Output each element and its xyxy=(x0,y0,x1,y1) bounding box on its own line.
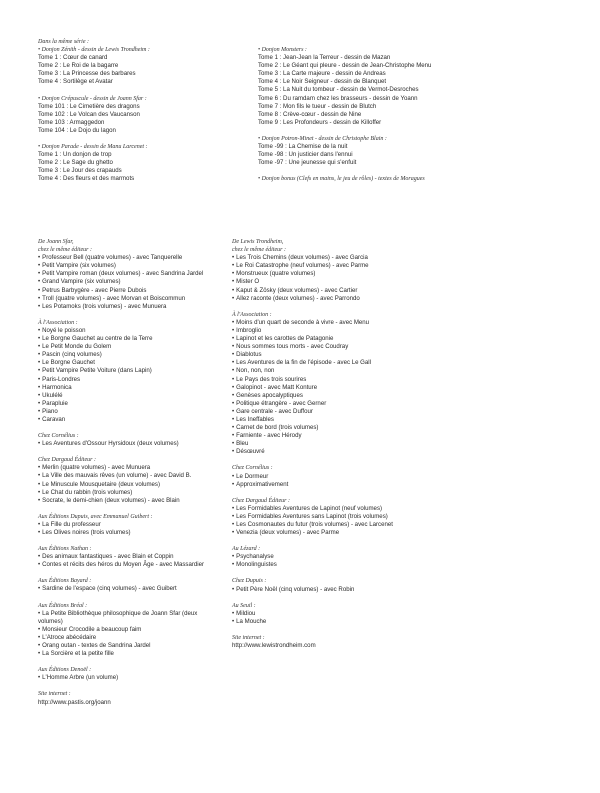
publisher-heading: Aux Éditions Nathan : xyxy=(38,546,92,553)
book-item: • Petit Vampire Petite Voiture (dans Lapin) xyxy=(38,367,218,375)
book-item: • La Ville des mauvais rêves (un volume) - avec David B. xyxy=(38,472,218,480)
book-item: • La Fille du professeur xyxy=(38,521,218,529)
volume-item: Tome -98 : Un justicier dans l'ennui xyxy=(258,151,353,159)
book-item: • Genèses apocalyptiques xyxy=(232,392,417,400)
sfar-site-label: Site internet : xyxy=(38,691,71,698)
book-item: • Des animaux fantastiques - avec Blain et Coppin xyxy=(38,553,218,561)
trondheim-column xyxy=(232,238,417,650)
publisher-section xyxy=(232,254,417,303)
volume-item: Tome 101 : Le Cimetière des dragons xyxy=(38,102,140,110)
book-item: • Caravan xyxy=(38,416,218,424)
book-item: • Parapluie xyxy=(38,400,218,408)
book-item: • Piano xyxy=(38,408,218,416)
book-item: • Monolinguistes xyxy=(232,561,417,569)
volume-item: Tome 6 : Du ramdam chez les brasseurs - dessin de Yoann xyxy=(258,94,418,102)
volume-item: Tome 2 : Le Géant qui pleure - dessin de Jean-Christophe Menu xyxy=(258,62,432,70)
publisher-section xyxy=(38,432,218,448)
book-item: • Psychanalyse xyxy=(232,553,417,561)
volume-item: Tome 7 : Mon fils le tueur - dessin de Blutch xyxy=(258,102,377,110)
volume-item: Tome 3 : Le Jour des crapauds xyxy=(38,167,122,175)
book-item: • Le Chat du rabbin (trois volumes) xyxy=(38,489,218,497)
volume-item: Tome 4 : Sortilège et Avatar xyxy=(38,78,113,86)
sfar-subheading: chez le même éditeur : xyxy=(38,247,92,254)
book-item: • Le Roi Catastrophe (neuf volumes) - avec Parme xyxy=(232,262,417,270)
volume-item: Tome 3 : La Princesse des barbares xyxy=(38,70,136,78)
publisher-heading: À l'Association : xyxy=(38,319,78,326)
book-item: • Petit Vampire (six volumes) xyxy=(38,262,218,270)
volume-item: Tome 2 : Le Sage du ghetto xyxy=(38,159,113,167)
book-item: • Les Ineffables xyxy=(232,416,417,424)
publisher-heading: Aux Éditions Dupuis, avec Emmanuel Guibert : xyxy=(38,513,153,520)
series-intro: Dans la même série : xyxy=(38,39,89,45)
book-item: • Les Aventures de la fin de l'épisode - avec Le Gall xyxy=(232,359,417,367)
book-item: • Gare centrale - avec Duffour xyxy=(232,408,417,416)
volume-item: Tome 8 : Crève-cœur - dessin de Nine xyxy=(258,110,362,118)
book-item: • Monsieur Crocodile a beaucoup faim xyxy=(38,626,218,634)
book-item: • Monstrueux (quatre volumes) xyxy=(232,270,417,278)
book-item: • Le Pays des trois sourires xyxy=(232,376,417,384)
book-item: • La Mouche xyxy=(232,618,417,626)
publisher-heading: Chez Dargaud Éditeur : xyxy=(232,497,290,504)
trondheim-site-link[interactable]: http://www.lewistrondheim.com xyxy=(232,642,316,650)
series-heading: • Donjon Zénith - dessin de Lewis Trondheim : xyxy=(38,47,150,54)
series-block xyxy=(38,46,238,86)
sfar-column xyxy=(38,238,218,707)
book-item: • Les Cosmonautes du futur (trois volumes) - avec Larcenet xyxy=(232,521,417,529)
volume-item: Tome 102 : Le Volcan des Vaucanson xyxy=(38,110,140,118)
volume-item: Tome 103 : Armaggedon xyxy=(38,118,105,126)
book-item: • Socrate, le demi-chien (deux volumes) - avec Blain xyxy=(38,497,218,505)
book-item: • Paris-Londres xyxy=(38,376,218,384)
publisher-section xyxy=(38,577,218,593)
publisher-heading: À l'Association : xyxy=(232,311,272,318)
series-left-column xyxy=(38,38,238,192)
book-item: • Les Potamoks (trois volumes) - avec Munuera xyxy=(38,303,218,311)
volume-item: Tome 1 : Jean-Jean la Terreur - dessin de Mazan xyxy=(258,54,391,62)
trondheim-heading: De Lewis Trondheim, xyxy=(232,239,284,245)
book-item: • Le Borgne Gauchet xyxy=(38,359,218,367)
book-item: • Non, non, non xyxy=(232,367,417,375)
publisher-section xyxy=(232,545,417,569)
volume-item: Tome 104 : Le Dojo du lagon xyxy=(38,126,116,134)
book-item: • Allez raconte (deux volumes) - avec Parrondo xyxy=(232,295,417,303)
series-block xyxy=(258,46,498,127)
trondheim-site-label: Site internet : xyxy=(232,634,265,641)
publisher-heading: Aux Éditions Denoël : xyxy=(38,667,92,674)
volume-item: Tome 9 : Les Profondeurs - dessin de Killoffer xyxy=(258,118,382,126)
book-item: • Galopinot - avec Matt Konture xyxy=(232,384,417,392)
publisher-section xyxy=(38,602,218,659)
series-block xyxy=(258,135,498,167)
publisher-heading: Aux Éditions Bréal : xyxy=(38,602,88,609)
book-item: • Petit Père Noël (cinq volumes) - avec Robin xyxy=(232,586,417,594)
publisher-section xyxy=(232,464,417,488)
sfar-heading: De Joann Sfar, xyxy=(38,239,74,245)
sfar-site-link[interactable]: http://www.pastis.org/joann xyxy=(38,698,111,706)
sfar-sections xyxy=(38,254,218,682)
book-item: • Le Borgne Gauchet au centre de la Terre xyxy=(38,335,218,343)
book-item: • Petit Vampire roman (deux volumes) - avec Sandrina Jardel xyxy=(38,270,218,278)
book-item: • Troll (quatre volumes) - avec Morvan et Boiscommun xyxy=(38,295,218,303)
publisher-heading: Chez Cornélius : xyxy=(38,433,79,440)
book-item: • Bleu xyxy=(232,440,417,448)
series-right-column xyxy=(258,46,498,191)
series-block xyxy=(38,95,238,135)
publisher-section xyxy=(232,497,417,537)
book-item: • L'Homme Arbre (un volume) xyxy=(38,674,218,682)
publisher-section xyxy=(232,577,417,593)
book-item: • Les Formidables Aventures sans Lapinot (trois volumes) xyxy=(232,513,417,521)
book-item: • Les Olives noires (trois volumes) xyxy=(38,529,218,537)
book-item: • Professeur Bell (quatre volumes) - avec Tanquerelle xyxy=(38,254,218,262)
series-block xyxy=(258,175,498,183)
book-item: • Mildiou xyxy=(232,610,417,618)
publisher-section xyxy=(38,545,218,569)
publisher-heading: Chez Cornélius : xyxy=(232,465,273,472)
book-item: • L'Atroce abécédaire xyxy=(38,634,218,642)
book-item: • Imbroglio xyxy=(232,327,417,335)
book-item: • Grand Vampire (six volumes) xyxy=(38,278,218,286)
series-block xyxy=(38,143,238,183)
publisher-section xyxy=(38,513,218,537)
trondheim-subheading: chez le même éditeur : xyxy=(232,247,286,254)
series-heading: • Donjon Monsters : xyxy=(258,47,307,53)
publisher-section xyxy=(38,456,218,505)
publisher-heading: Aux Éditions Bayard : xyxy=(38,578,92,585)
book-item: • Ukulélé xyxy=(38,392,218,400)
publisher-section xyxy=(38,254,218,311)
series-left-list xyxy=(38,46,238,183)
book-item: • Nous sommes tous morts - avec Coudray xyxy=(232,343,417,351)
book-item: • Carnet de bord (trois volumes) xyxy=(232,424,417,432)
publisher-section xyxy=(232,602,417,626)
book-item: • La Petite Bibliothèque philosophique de Joann Sfar (deux volumes) xyxy=(38,610,218,626)
book-item: • Moins d'un quart de seconde à vivre - avec Menu xyxy=(232,319,417,327)
book-item: • Le Petit Monde du Golem xyxy=(38,343,218,351)
book-item: • Les Formidables Aventures de Lapinot (neuf volumes) xyxy=(232,505,417,513)
book-item: • Le Minuscule Mousquetaire (deux volumes) xyxy=(38,481,218,489)
volume-item: Tome 4 : Le Noir Seigneur - dessin de Blanquet xyxy=(258,78,387,86)
publisher-heading: Au Seuil : xyxy=(232,602,256,609)
book-item: • Le Dormeur xyxy=(232,473,417,481)
series-heading: • Donjon Potron-Minet - dessin de Christophe Blain : xyxy=(258,135,387,142)
book-item: • Diablotus xyxy=(232,351,417,359)
book-item: • Les Aventures d'Ossour Hyrsidoux (deux volumes) xyxy=(38,440,218,448)
volume-item: Tome 4 : Des fleurs et des marmots xyxy=(38,175,135,183)
book-item: • Farniente - avec Hérody xyxy=(232,432,417,440)
book-item: • Merlin (quatre volumes) - avec Munuera xyxy=(38,464,218,472)
book-item: • La Sorcière et la petite fille xyxy=(38,650,218,658)
book-item: • Les Trois Chemins (deux volumes) - avec Garcia xyxy=(232,254,417,262)
book-item: • Approximativement xyxy=(232,481,417,489)
book-item: • Contes et récits des héros du Moyen Âge - avec Massardier xyxy=(38,561,218,569)
publisher-heading: Chez Dargaud Éditeur : xyxy=(38,457,96,464)
volume-item: Tome 2 : Le Roi de la bagarre xyxy=(38,62,119,70)
series-heading: • Donjon Parade - dessin de Manu Larcenet : xyxy=(38,144,148,151)
publisher-heading: Au Lézard : xyxy=(232,546,261,553)
trondheim-sections xyxy=(232,254,417,626)
book-item: • Sardine de l'espace (cinq volumes) - avec Guibert xyxy=(38,585,218,593)
book-item: • Noyé le poisson xyxy=(38,327,218,335)
book-item: • Lapinot et les carottes de Patagonie xyxy=(232,335,417,343)
book-item: • Venezia (deux volumes) - avec Parme xyxy=(232,529,417,537)
volume-item: Tome -99 : La Chemise de la nuit xyxy=(258,143,348,151)
volume-item: Tome -97 : Une jeunesse qui s'enfuit xyxy=(258,159,357,167)
book-item: • Kaput & Zösky (deux volumes) - avec Cartier xyxy=(232,287,417,295)
publisher-heading: Chez Dupuis : xyxy=(232,578,267,585)
book-item: • Petrus Barbygère - avec Pierre Dubois xyxy=(38,287,218,295)
book-item: • Mister O xyxy=(232,278,417,286)
volume-item: Tome 1 : Cœur de canard xyxy=(38,54,108,62)
series-right-list xyxy=(258,46,498,183)
book-item: • Harmonica xyxy=(38,384,218,392)
book-item: • Orang outan - textes de Sandrina Jardel xyxy=(38,642,218,650)
volume-item: Tome 1 : Un donjon de trop xyxy=(38,151,112,159)
publisher-section xyxy=(38,666,218,682)
volume-item: Tome 5 : La Nuit du tombeur - dessin de Vermot-Desroches xyxy=(258,86,419,94)
book-item: • Désœuvré xyxy=(232,448,417,456)
publisher-section xyxy=(232,311,417,457)
series-heading: • Donjon bonus (Clefs en mains, le jeu de rôles) - textes de Moragues xyxy=(258,176,425,183)
volume-item: Tome 3 : La Carte majeure - dessin de Andreas xyxy=(258,70,386,78)
book-item: • Politique étrangère - avec Gerner xyxy=(232,400,417,408)
series-heading: • Donjon Crépuscule - dessin de Joann Sfar : xyxy=(38,95,147,102)
publisher-section xyxy=(38,319,218,424)
book-item: • Pascin (cinq volumes) xyxy=(38,351,218,359)
